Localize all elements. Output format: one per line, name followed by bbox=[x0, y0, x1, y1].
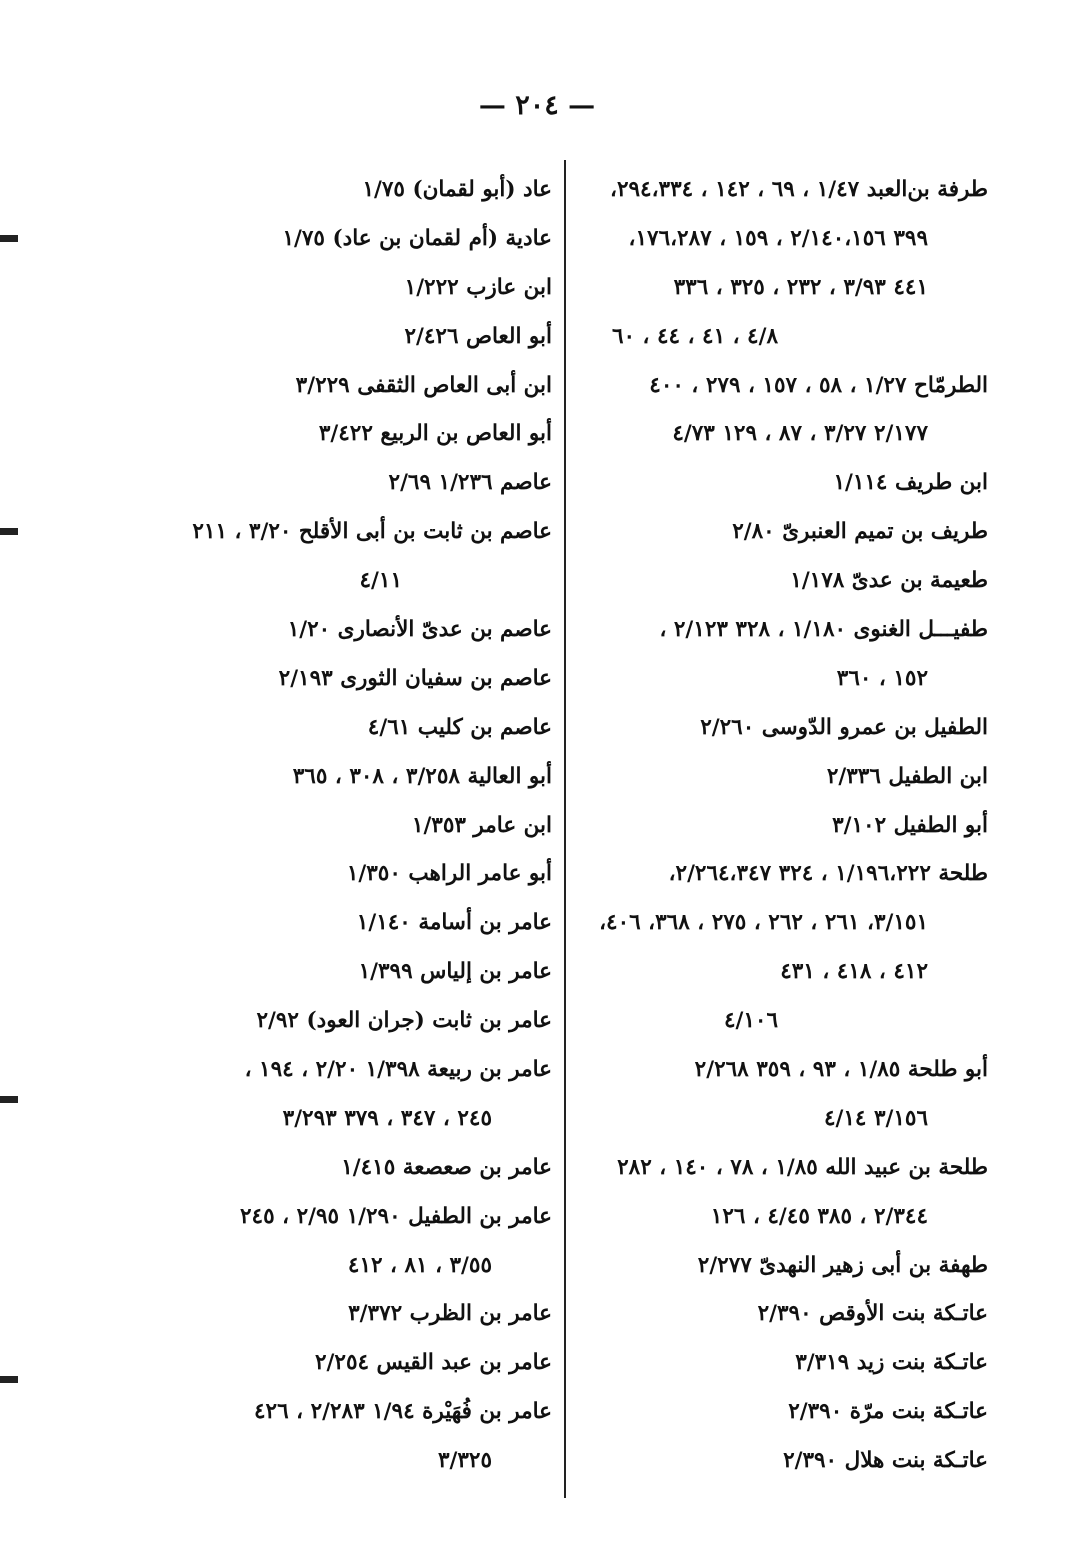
index-entry: عامر بن الظرب ٣/٣٧٢ bbox=[348, 1301, 552, 1327]
index-entry: الطرمّاح ١/٢٧ ، ٥٨ ، ١٥٧ ، ٢٧٩ ، ٤٠٠ bbox=[649, 372, 988, 398]
index-entry: طلحة بن عبيد الله ١/٨٥ ، ٧٨ ، ١٤٠ ، ٢٨٢ bbox=[617, 1154, 988, 1180]
index-entry: عاصم بن سفيان الثورى ٢/١٩٣ bbox=[278, 665, 552, 691]
scan-edge-mark bbox=[0, 1376, 18, 1383]
index-entry: عامر بن ثابت (جران العود) ٢/٩٢ bbox=[256, 1008, 552, 1034]
column-divider bbox=[564, 160, 566, 1498]
index-entry: عاصم بن ثابت بن أبى الأقلح ٣/٢٠ ، ٢١١ bbox=[192, 519, 552, 545]
index-entry: طعيمة بن عدىّ ١/١٧٨ bbox=[790, 568, 988, 594]
index-entry: ابن الطفيل ٢/٣٣٦ bbox=[826, 763, 988, 789]
index-entry: عاتـكة بنت هلال ٢/٣٩٠ bbox=[783, 1448, 988, 1474]
index-entry: ٣٩٩ ٢/١٤٠،١٥٦ ، ١٥٩ ، ١٧٦،٢٨٧، bbox=[628, 225, 928, 251]
index-entry: ٤/١٠٦ bbox=[723, 1008, 778, 1034]
index-entry: أبو طلحة ١/٨٥ ، ٩٣ ، ٣٥٩ ٢/٢٦٨ bbox=[694, 1057, 988, 1083]
index-entry: ٤١٢ ، ٤١٨ ، ٤٣١ bbox=[780, 959, 928, 985]
index-entry: عاتـكة بنت الأوقص ٢/٣٩٠ bbox=[757, 1301, 988, 1327]
index-entry: ٣/١٥٦ ٤/١٤ bbox=[823, 1105, 928, 1131]
index-entry: عاد (أبو لقمان) ١/٧٥ bbox=[362, 177, 552, 202]
index-entry: ٢٤٥ ، ٣٤٧ ، ٣٧٩ ٣/٢٩٣ bbox=[282, 1105, 492, 1131]
index-entry: عامر بن فُهَيْرة ١/٩٤ ٢/٢٨٣ ، ٤٢٦ bbox=[254, 1399, 552, 1425]
index-entry: ابن عامر ١/٣٥٣ bbox=[411, 812, 552, 838]
index-entry: ٣/٥٥ ، ٨١ ، ٤١٢ bbox=[347, 1252, 492, 1278]
index-entry: أبو العالية ٣/٢٥٨ ، ٣٠٨ ، ٣٦٥ bbox=[292, 763, 552, 789]
index-entry: عاتـكة بنت زيد ٣/٣١٩ bbox=[795, 1350, 988, 1376]
scan-edge-mark bbox=[0, 1096, 18, 1103]
scan-edge-mark bbox=[0, 528, 18, 535]
index-entry: عاصم بن كليب ٤/٦١ bbox=[367, 714, 552, 740]
index-entry: عامر بن عبد القيس ٢/٢٥٤ bbox=[315, 1350, 552, 1376]
index-entry: ١٥٢ ، ٣٦٠ bbox=[836, 665, 928, 691]
index-entry: ٣/٣٢٥ bbox=[437, 1448, 492, 1474]
page-number: — ٢٠٤ — bbox=[478, 90, 596, 121]
index-entry: طريف بن تميم العنبرىّ ٢/٨٠ bbox=[732, 519, 988, 545]
index-entry: طلحة ١/١٩٦،٢٢٢ ، ٣٢٤ ٢/٢٦٤،٣٤٧، bbox=[668, 861, 988, 887]
index-entry: عامر بن ربيعة ١/٣٩٨ ٢/٢٠ ، ١٩٤ ، bbox=[244, 1057, 552, 1083]
index-entry: عاتـكة بنت مرّة ٢/٣٩٠ bbox=[788, 1399, 988, 1425]
index-entry: طرفة بن‌العبد ١/٤٧ ، ٦٩ ، ١٤٢ ، ٢٩٤،٣٣٤، bbox=[610, 177, 988, 202]
index-entry: ٣/١٥١، ٢٦١ ، ٢٦٢ ، ٢٧٥ ، ٣٦٨، ٤٠٦، bbox=[599, 910, 928, 936]
index-column-left bbox=[120, 166, 552, 1486]
index-entry: طفيـــل الغنوى ١/١٨٠ ، ٣٢٨ ٢/١٢٣ ، bbox=[659, 617, 988, 643]
index-entry: ابن أبى العاص الثقفى ٣/٢٢٩ bbox=[295, 372, 552, 398]
index-entry: عاصم ١/٢٣٦ ٢/٦٩ bbox=[388, 470, 552, 496]
index-entry: عامر بن إلياس ١/٣٩٩ bbox=[358, 959, 552, 985]
index-entry: عامر بن الطفيل ١/٢٩٠ ٢/٩٥ ، ٢٤٥ bbox=[240, 1203, 552, 1229]
index-entry: طهفة بن أبى زهير النهدىّ ٢/٢٧٧ bbox=[697, 1252, 988, 1278]
index-entry: ٢/١٧٧ ٣/٢٧ ، ٨٧ ، ١٢٩ ٤/٧٣ bbox=[672, 421, 928, 447]
index-entry: أبو الطفيل ٣/١٠٢ bbox=[832, 812, 988, 838]
index-entry: ٤/٨ ، ٤١ ، ٤٤ ، ٦٠ bbox=[611, 323, 778, 349]
index-entry: عاصم بن عدىّ الأنصارى ١/٢٠ bbox=[287, 617, 552, 643]
index-entry: أبو العاص بن الربيع ٣/٤٢٢ bbox=[318, 421, 552, 447]
index-entry: ابن عازب ١/٢٢٢ bbox=[404, 274, 552, 300]
index-entry: ٢/٣٤٤ ، ٣٨٥ ٤/٤٥ ، ١٢٦ bbox=[710, 1203, 928, 1229]
index-entry: أبو العاص ٢/٤٢٦ bbox=[404, 323, 552, 349]
index-entry: ٤٤١ ٣/٩٣ ، ٢٣٢ ، ٣٢٥ ، ٣٣٦ bbox=[673, 274, 928, 300]
index-entry: أبو عامر الراهب ١/٣٥٠ bbox=[346, 861, 552, 887]
index-column-right bbox=[578, 166, 988, 1486]
index-entry: ٤/١١ bbox=[359, 568, 402, 594]
scan-edge-mark bbox=[0, 235, 18, 242]
index-entry: ابن طريف ١/١١٤ bbox=[833, 470, 988, 496]
index-entry: عامر بن أسامة ١/١٤٠ bbox=[356, 910, 552, 936]
index-entry: عادية (أم لقمان بن عاد) ١/٧٥ bbox=[282, 225, 552, 251]
index-entry: عامر بن صعصعة ١/٤١٥ bbox=[341, 1154, 552, 1180]
index-entry: الطفيل بن عمرو الدّوسى ٢/٢٦٠ bbox=[700, 714, 988, 740]
